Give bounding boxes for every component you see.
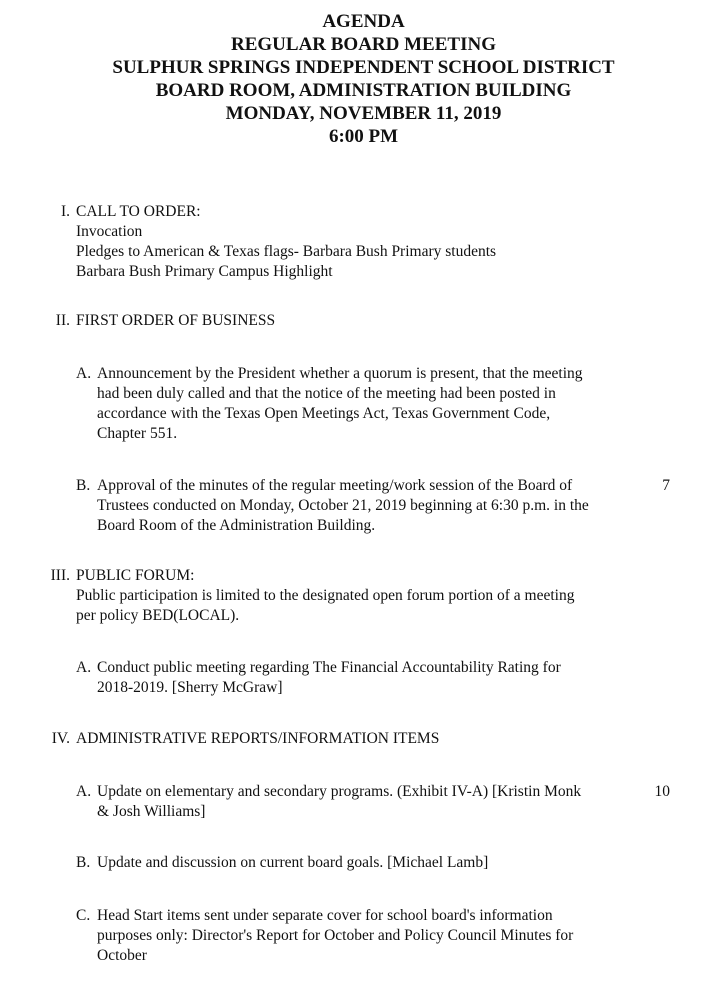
item-4b-letter: B. [76, 854, 91, 871]
item-2a-line: accordance with the Texas Open Meetings Act, Texas Government Code, [97, 405, 551, 422]
item-4a-letter: A. [76, 783, 92, 800]
header-time: 6:00 PM [328, 126, 399, 147]
section-3-line: per policy BED(LOCAL). [76, 607, 240, 624]
item-4c-line: purposes only: Director's Report for October and Policy Council Minutes for [97, 927, 574, 944]
section-3-line: Public participation is limited to the designated open forum portion of a meeting [76, 587, 575, 604]
header-district: SULPHUR SPRINGS INDEPENDENT SCHOOL DISTRICT [112, 57, 615, 78]
item-2b-page-number: 7 [662, 477, 670, 494]
item-2b-letter: B. [76, 477, 91, 494]
header-title: AGENDA [322, 11, 405, 32]
item-2b-line: Trustees conducted on Monday, October 21, 2019 beginning at 6:30 p.m. in the [97, 497, 589, 514]
agenda-header [0, 10, 727, 148]
item-2a-letter: A. [76, 365, 92, 382]
item-3a-letter: A. [76, 659, 92, 676]
item-4c-line: October [97, 947, 147, 964]
item-2b-line: Board Room of the Administration Building. [97, 517, 376, 534]
section-1-numeral: I. [60, 203, 70, 220]
item-2b-line: Approval of the minutes of the regular meeting/work session of the Board of [97, 477, 573, 494]
item-3a-line: Conduct public meeting regarding The Financial Accountability Rating for [97, 659, 561, 676]
section-1-line: Barbara Bush Primary Campus Highlight [76, 263, 333, 280]
header-date: MONDAY, NOVEMBER 11, 2019 [225, 103, 502, 124]
section-4-title: ADMINISTRATIVE REPORTS/INFORMATION ITEMS [76, 730, 440, 747]
section-2-numeral: II. [55, 312, 70, 329]
header-meeting-type: REGULAR BOARD MEETING [231, 34, 496, 55]
section-1-line: Invocation [76, 223, 143, 240]
section-4-numeral: IV. [51, 730, 70, 747]
item-4a-line: Update on elementary and secondary programs. (Exhibit IV-A) [Kristin Monk [97, 783, 582, 800]
item-4c-letter: C. [76, 907, 91, 924]
section-3-title: PUBLIC FORUM: [76, 567, 195, 584]
item-4b-line: Update and discussion on current board goals. [Michael Lamb] [97, 854, 489, 871]
item-4a-page-number: 10 [654, 783, 670, 800]
item-4c-line: Head Start items sent under separate cover for school board's information [97, 907, 553, 924]
item-4a-line: & Josh Williams] [97, 803, 206, 820]
item-2a-line: had been duly called and that the notice of the meeting had been posted in [97, 385, 556, 402]
section-3-numeral: III. [50, 567, 70, 584]
item-2a-line: Chapter 551. [97, 425, 178, 442]
section-2-title: FIRST ORDER OF BUSINESS [76, 312, 276, 329]
header-location: BOARD ROOM, ADMINISTRATION BUILDING [155, 80, 572, 101]
item-2a-line: Announcement by the President whether a quorum is present, that the meeting [97, 365, 583, 382]
item-3a-line: 2018-2019. [Sherry McGraw] [97, 679, 283, 696]
section-1-line: Pledges to American & Texas flags- Barbara Bush Primary students [76, 243, 497, 260]
section-1-title: CALL TO ORDER: [76, 203, 201, 220]
